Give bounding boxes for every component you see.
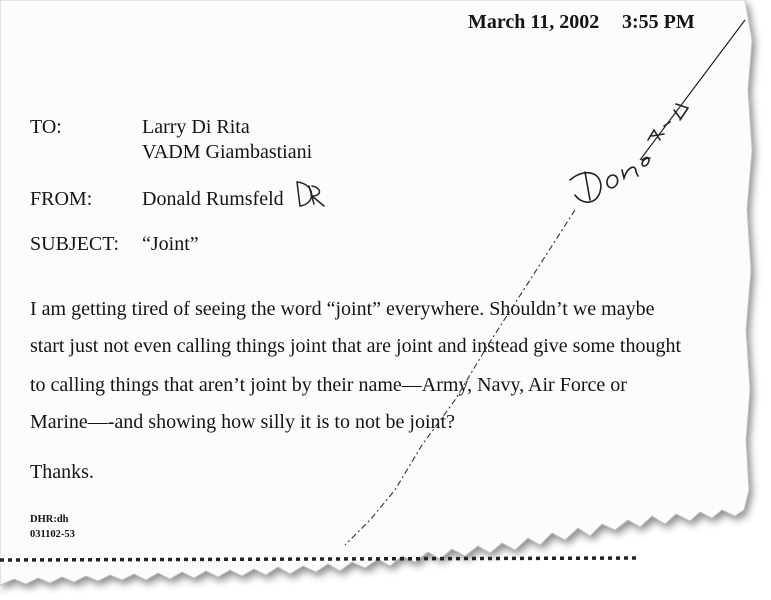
from-label: FROM: — [30, 188, 93, 210]
body-line: I am getting tired of seeing the word “joint” everywhere. Shouldn’t we maybe — [30, 298, 655, 320]
body-line: to calling things that aren’t joint by their name—Army, Navy, Air Force or — [30, 374, 627, 396]
to-label: TO: — [30, 116, 62, 138]
subject-label: SUBJECT: — [30, 233, 120, 255]
memo-time: 3:55 PM — [622, 11, 695, 33]
reference-number: 031102-53 — [30, 529, 75, 540]
body-line: Marine—-and showing how silly it is to not be joint? — [30, 411, 455, 433]
subject-text: “Joint” — [142, 233, 199, 255]
body-line: start just not even calling things joint that are joint and instead give some thought — [30, 335, 681, 357]
memo-date: March 11, 2002 — [468, 11, 600, 33]
typist-initials: DHR:dh — [30, 514, 69, 525]
recipient-name: Larry Di Rita — [142, 116, 250, 138]
closing-text: Thanks. — [30, 461, 94, 483]
recipient-name: VADM Giambastiani — [142, 141, 313, 163]
sender-name: Donald Rumsfeld — [142, 188, 284, 210]
